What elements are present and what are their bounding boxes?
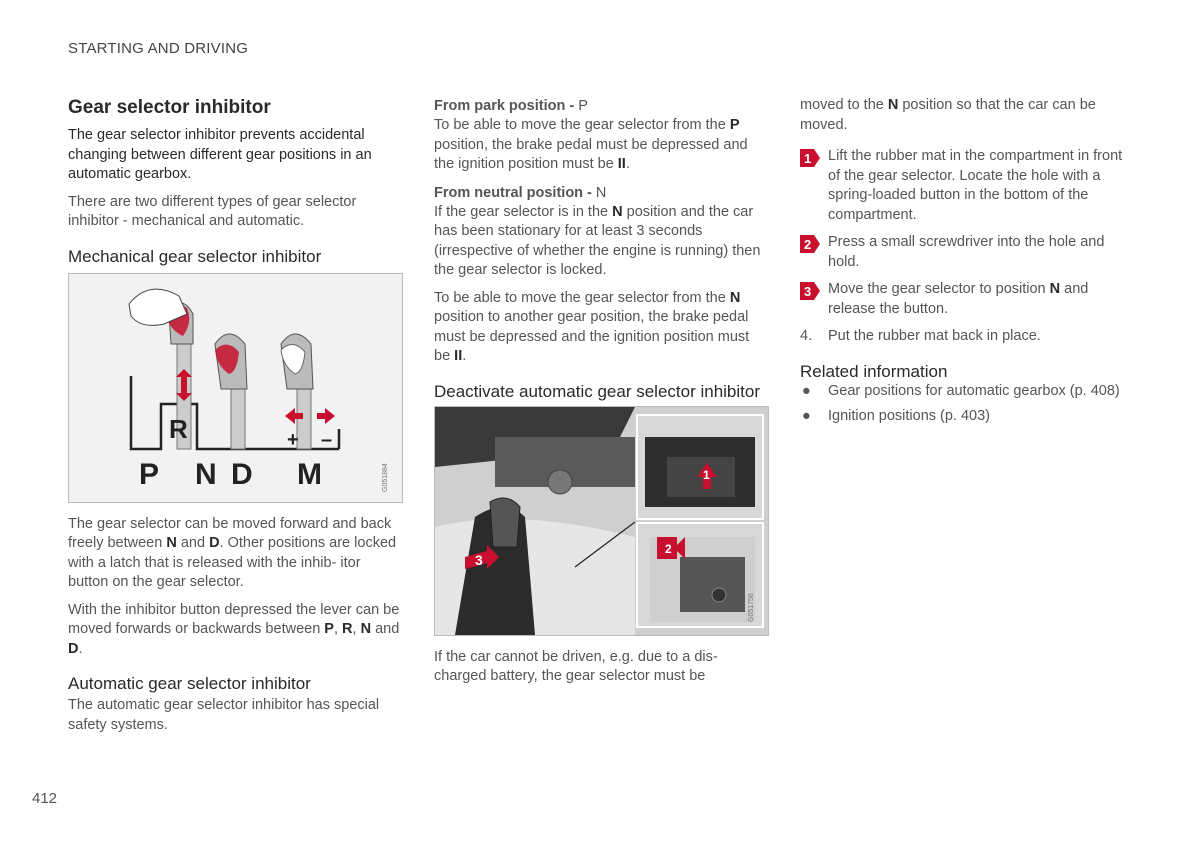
- types-text: There are two different types of gear selector inhibitor - mechanical and automatic.: [68, 193, 357, 229]
- column-1: [68, 96, 403, 743]
- step-4-number: 4.: [800, 328, 813, 344]
- cannot-drive-text: If the car cannot be driven, e.g. due to a dis- charged battery, the gear selector must be: [434, 648, 718, 684]
- console-photo-illustration: [435, 407, 768, 635]
- neutral-text: If the gear selector is in the N position and the car has been stationary for at least 3 seconds (irrespective of whether the engine is running) then the gear selector is locked.: [434, 203, 761, 278]
- gear-letter-n: N: [195, 457, 217, 491]
- step-3: [800, 280, 1130, 319]
- continued-text: moved to the N position so that the car can be moved.: [800, 97, 1096, 133]
- step-1-marker: 1: [703, 467, 710, 482]
- park-heading: From park position - P: [434, 98, 588, 114]
- page-number: 412: [32, 790, 58, 807]
- step-1: [800, 147, 1130, 225]
- step-2-text: Press a small screwdriver into the hole and hold.: [828, 234, 1105, 270]
- neutral-heading: From neutral position - N: [434, 184, 607, 201]
- step-1-text: Lift the rubber mat in the compartment in front of the gear selector. Locate the hole with a spring-loaded button in the bottom of the compartment.: [828, 148, 1123, 223]
- mechanical-inhibitor-figure: [68, 273, 403, 503]
- step-3-badge-icon: [800, 282, 820, 300]
- gear-letter-d: D: [231, 457, 253, 491]
- gate-letter-r: R: [169, 413, 188, 444]
- column-2: [434, 96, 769, 695]
- figure-code: G051884: [382, 462, 389, 492]
- step-4: [800, 327, 1130, 347]
- park-text: To be able to move the gear selector from the P position, the brake pedal must be depressed and the ignition position must be II.: [434, 117, 748, 172]
- step-2-marker: 2: [665, 541, 672, 556]
- step-1-badge-icon: [800, 149, 820, 167]
- intro-text: The gear selector inhibitor prevents accidental changing between different gear positions in an automatic gearbox.: [68, 127, 372, 182]
- gear-selector-illustration: [69, 274, 402, 502]
- automatic-heading: Automatic gear selector inhibitor: [68, 674, 311, 693]
- section-header: STARTING AND DRIVING: [68, 40, 249, 57]
- mechanical-heading: Mechanical gear selector inhibitor: [68, 246, 322, 266]
- deactivate-inhibitor-figure: [434, 406, 769, 636]
- step-2-badge-icon: [800, 235, 820, 253]
- related-heading: Related information: [800, 361, 948, 381]
- related-link-ignition-positions[interactable]: ● Ignition positions (p. 403): [800, 407, 1130, 427]
- move-from-neutral-text: To be able to move the gear selector from the N position to another gear position, the brake pedal must be depressed and the ignition position must be II.: [434, 289, 750, 364]
- automatic-text: The automatic gear selector inhibitor has special safety systems.: [68, 697, 380, 733]
- deactivate-heading: Deactivate automatic gear selector inhibitor: [434, 381, 760, 401]
- step-2: [800, 233, 1130, 272]
- svg-text:2: 2: [804, 237, 812, 252]
- related-link-gear-positions[interactable]: ● Gear positions for automatic gearbox (p. 408): [800, 382, 1130, 402]
- bullet-icon: ●: [802, 408, 811, 424]
- free-movement-text: The gear selector can be moved forward and back freely between N and D. Other positions are locked with a latch that is released with the inhib- itor button on the gear selector.: [68, 515, 397, 590]
- bullet-icon: ●: [802, 382, 811, 399]
- figure-code: G051758: [748, 592, 755, 622]
- plus-sign: +: [287, 428, 299, 451]
- column-3: [800, 96, 1130, 433]
- step-4-text: Put the rubber mat back in place.: [828, 328, 1041, 344]
- gear-letter-m: M: [297, 457, 322, 491]
- svg-text:1: 1: [804, 151, 812, 166]
- svg-text:3: 3: [804, 284, 812, 299]
- step-3-marker: 3: [475, 551, 483, 568]
- page-title: Gear selector inhibitor: [68, 97, 271, 118]
- step-3-text: Move the gear selector to position N and release the button.: [828, 281, 1089, 317]
- minus-sign: –: [321, 428, 333, 451]
- gear-letter-p: P: [139, 457, 160, 491]
- inhibitor-button-text: With the inhibitor button depressed the lever can be moved forwards or backwards between P, R, N and D.: [68, 601, 400, 657]
